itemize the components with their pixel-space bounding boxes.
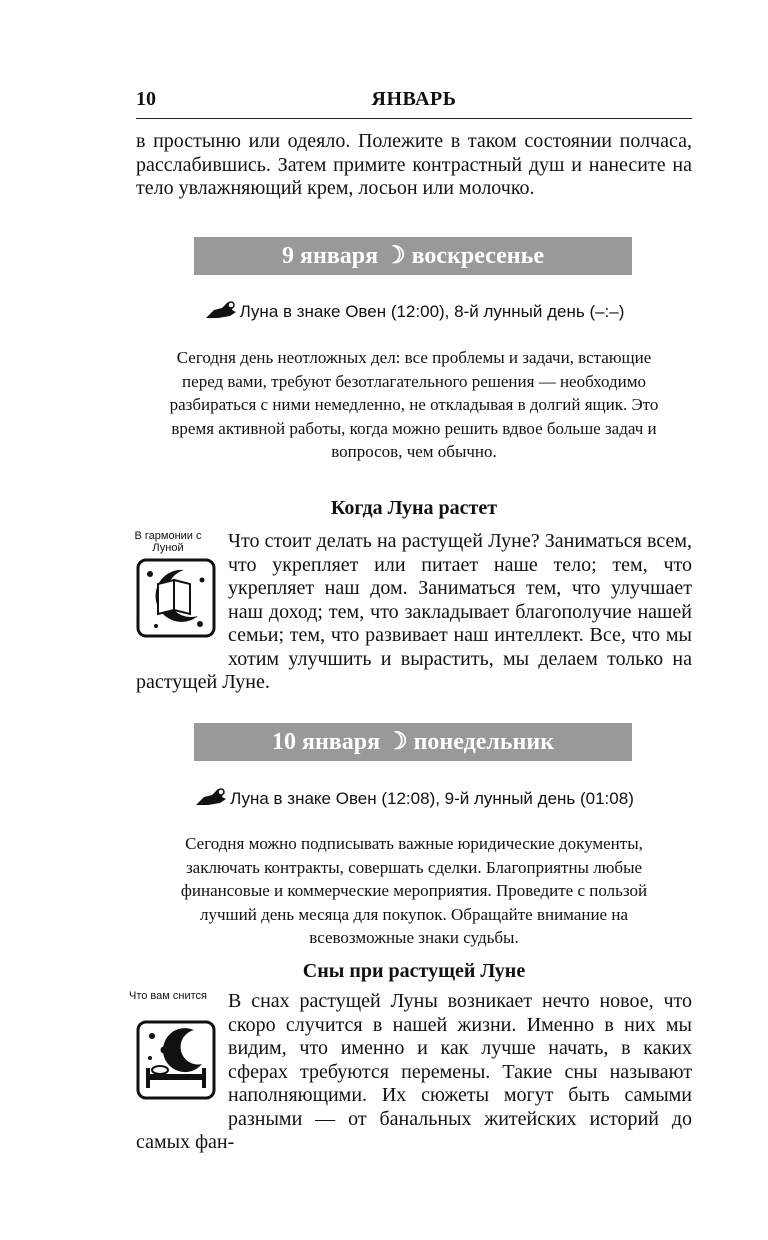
day-banner-9: 9 января ☽ воскресенье [194, 237, 632, 275]
section-title-growing-moon: Когда Луна растет [330, 497, 498, 519]
section-title-dreams: Сны при растущей Луне [302, 960, 526, 982]
icon-label-dreams: Что вам снится [129, 990, 207, 1002]
moon-info-text: Луна в знаке Овен (12:00), 8-й лунный день (–:–) [239, 302, 625, 321]
day-note-10: Сегодня можно подписывать важные юридические документы, заключать контракты, совершать сделки. Благоприятны любые финансовые и коммерческие мероприятия. Проведите с пользой лучший день месяца для покупок. Обращайте внимание на всевозможные знаки судьбы. [180, 834, 648, 947]
section-body-growing-moon [136, 530, 692, 695]
icon-label-harmony: В гармонии с Луной [134, 530, 202, 554]
header-rule [136, 118, 692, 119]
day-note-9: Сегодня день неотложных дел: все проблемы и задачи, встающие перед вами, требуют безотлагательного решения — необходимо разбираться с ними немедленно, не откладывая в долгий ящик. Это время активной работы, когда можно решить вдвое больше задач и вопросов, чем обычно. [169, 348, 659, 461]
page-header [136, 88, 692, 116]
moon-info-9 [136, 300, 692, 322]
page-number: 10 [136, 88, 156, 110]
moon-info-text: Луна в знаке Овен (12:08), 9-й лунный день (01:08) [230, 789, 634, 808]
page-title: ЯНВАРЬ [371, 88, 457, 110]
section-text-growing-moon: Что стоит делать на растущей Луне? Заниматься всем, что укрепляет или питает наше тело; тем, что укрепляет наш дом. Заниматься тем, что улучшает наш доход; тем, что закладывает благополучие нашей семьи; тем, что развивает наш интеллект. Все, что мы хотим улучшить и вырастить, мы делаем только на растущей Луне. [136, 530, 692, 693]
aries-ram-icon [194, 787, 228, 807]
day-banner-10: 10 января ☽ понедельник [194, 723, 632, 761]
section-body-dreams [136, 990, 692, 1155]
intro-paragraph: в простыню или одеяло. Полежите в таком состоянии полчаса, расслабившись. Затем примите контрастный душ и нанесите на тело увлажняющий крем, лосьон или молочко. [136, 130, 692, 199]
moon-info-10 [136, 787, 692, 809]
aries-ram-icon [204, 300, 238, 320]
section-text-dreams: В снах растущей Луны возникает нечто новое, что скоро случится в нашей жизни. Именно в них мы видим, что именно и как лучше начать, в каких сферах требуются перемены. Такие сны называют наполняющими. Их сюжеты могут быть самыми разными — от банальных житейских историй до самых фан- [136, 990, 692, 1153]
